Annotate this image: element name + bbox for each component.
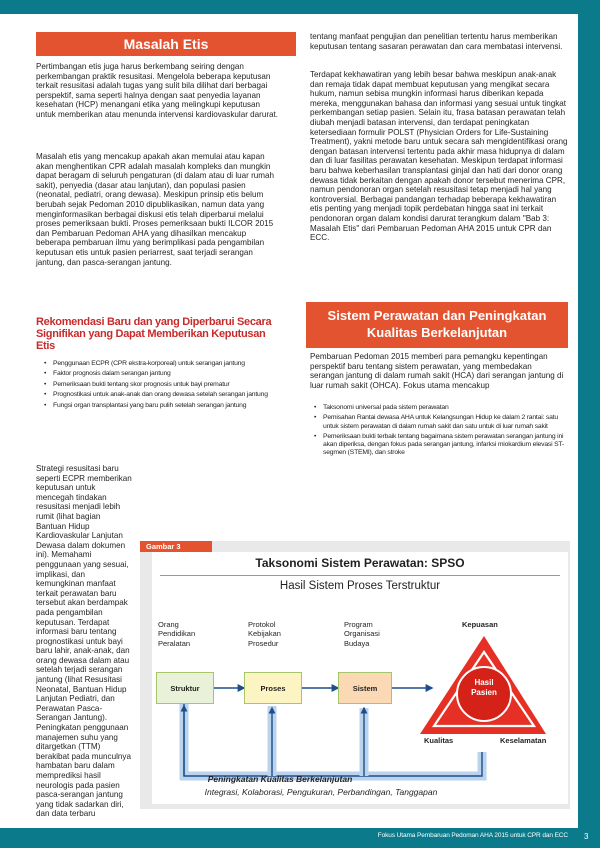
component-label: Program [344, 620, 373, 629]
outcome-satisfaction-label: Kepuasan [462, 620, 498, 629]
outcome-label-line: Pasien [471, 688, 497, 697]
component-label: Peralatan [158, 638, 191, 648]
footer-title: Fokus Utama Pembaruan Pedoman AHA 2015 untuk CPR dan ECC [377, 832, 568, 839]
component-label: Budaya [344, 638, 370, 648]
figure-subtitle: Hasil Sistem Proses Terstruktur [279, 580, 441, 592]
ethics-bullet-list [40, 360, 280, 412]
section-title-systems-of-care: Sistem Perawatan dan Peningkatan Kualitas Berkelanjutan [306, 302, 568, 348]
system-box: Sistem [338, 672, 392, 704]
ethics-main-paragraph: Masalah etis yang mencakup apakah akan memulai atau kapan akan menghentikan CPR adalah masalah kompleks dan mungkin dapat beragam di seluruh pengaturan (di dalam atau di luar rumah sakit), penyedia (dasar atau lanjutan), dan populasi pasien (neonatal, pediatri, orang dewasa). Meskipun prinsip etis belum berubah sejak Pedoman 2010 dipublikasikan, namun data yang menginformasikan berbagai diskusi etis telah diperbarui melalui proses pemeriksaan bukti. Proses pemeriksaan bukti ILCOR 2015 dan Pembaruan Pedoman AHA yang dihasilkan mencakup beberapa pembaruan ilmu yang berimplikasi pada pengambilan keputusan etis untuk pasien periarrest, saat terjadi serangan jantung, dan pasca-serangan jantung. [36, 152, 275, 267]
component-label: Kebijakan [248, 629, 281, 639]
text-wrap-spacer-top [132, 464, 280, 544]
list-item: • Faktor prognosis dalam serangan jantung [40, 370, 280, 378]
component-label: Prosedur [248, 638, 279, 648]
list-item: • Pemisahan Rantai dewasa AHA untuk Kelangsungan Hidup ke dalam 2 rantai: satu untuk sistem perawatan di dalam rumah sakit dan satu untuk di luar rumah sakit [310, 414, 568, 430]
structure-box: Struktur [156, 672, 214, 704]
list-item: • Pemeriksaan bukti terbaik tentang bagaimana sistem perawatan serangan jantung ini akan diperiksa, dengan fokus pada serangan jantung, infarksi miokardium elevasi ST-segmen (STEMI), dan stroke [310, 433, 568, 458]
figure-tag: Gambar 3 [140, 541, 212, 552]
ethics-intro-paragraph: Pertimbangan etis juga harus berkembang seiring dengan perkembangan praktik resusitasi. Mengelola beberapa keputusan terkait resusitasi adalah tugas yang sulit bila dilihat dari berbagai perspektif, sama seperti halnya dengan saat penyedia layanan kesehatan (HCP) menangani etika yang melingkupi keputusan untuk memberikan atau menunda intervensi kardiovaskular darurat. [36, 62, 279, 119]
component-label: Protokol [248, 620, 276, 629]
ethics-recommendations-heading: Rekomendasi Baru dan yang Diperbarui Secara Signifikan yang Dapat Memberikan Keputusan Etis [36, 316, 272, 352]
figure-title: Taksonomi Sistem Perawatan: SPSO [255, 556, 465, 570]
list-item: • Prognostikasi untuk anak-anak dan orang dewasa setelah serangan jantung [40, 391, 280, 399]
list-item: • Taksonomi universal pada sistem perawatan [310, 404, 568, 412]
component-label: Organisasi [344, 629, 380, 639]
page-footer [0, 828, 600, 848]
ethics-strategy-paragraph: Strategi resusitasi baru seperti ECPR memberikan keputusan untuk mencegah tindakan resusitasi menjadi lebih rumit (lihat bagian Bantuan Hidup Kardiovaskular Lanjutan Dewasa dalam dokumen ini). Memahami penggunaan yang sesuai, implikasi, dan kemungkinan manfaat terkait perawatan baru tersebut akan berdampak pada pengambilan keputusan. Terdapat informasi baru tentang prognostikasi untuk bayi baru lahir, anak-anak, dan orang dewasa dalam atau setelah terjadi serangan jantung (lihat Resusitasi Neonatal, Bantuan Hidup Lanjutan Pediatri, dan Perawatan Pasca-Serangan Jantung). Peningkatan penggunaan manajemen suhu yang ditargetkan (TTM) berakibat pada munculnya hambatan baru dalam memprediksi hasil neurologis pada pasien pasca-serangan jantung yang tidak sadarkan diri, dan data terbaru [36, 464, 132, 819]
cqi-elements: Integrasi, Kolaborasi, Pengukuran, Perbandingan, Tanggapan [204, 787, 438, 797]
right-concerns-paragraph: Terdapat kekhawatiran yang lebih besar bahwa meskipun anak-anak dan remaja tidak dapat membuat keputusan yang mengikat secara hukum, namun sebisa mungkin informasi harus diberikan kepada mereka, menggunakan bahasa dan informasi yang sesuai untuk tingkat perkembangan setiap pasien. Selain itu, frasa batasan perawatan telah diubah menjadi batasan intervensi, dan terdapat peningkatan ketersediaan formulir POLST (Physician Orders for Life-Sustaining Treatment), yakni metode baru untuk secara sah mengidentifikasi orang dengan batasan intervensi tertentu pada akhir masa hidupnya di dalam dan di luar fasilitas perawatan kesehatan. Meskipun terdapat informasi baru bahwa keberhasilan transplantasi ginjal dan hati dari donor orang dewasa tidak berkaitan dengan apakah donor tersebut menerima CPR, namun pendonoran organ setelah resusitasi tetap menjadi hal yang kontroversial. Berbagai pandangan terhadap beberapa kekhawatiran etis penting yang menjadi topik perdebatan hingga saat ini terkait pendonoran organ dalam kondisi darurat terangkum dalam "Bab 3: Masalah Etis" dari Pembaruan Pedoman AHA 2015 untuk CPR dan ECC. [310, 70, 568, 243]
list-item: • Pemeriksaan bukti tentang skor prognosis untuk bayi prematur [40, 381, 280, 389]
list-item: • Penggunaan ECPR (CPR ekstra-korporeal) untuk serangan jantung [40, 360, 280, 368]
component-label: Orang [158, 620, 179, 629]
outcome-safety-label: Keselamatan [500, 736, 547, 745]
cqi-title: Peningkatan Kualitas Berkelanjutan [207, 774, 353, 784]
outcome-quality-label: Kualitas [424, 736, 454, 745]
right-accent-bar [578, 0, 600, 848]
systems-bullet-list [310, 404, 568, 460]
process-box: Proses [244, 672, 302, 704]
outcome-label-line: Hasil [474, 678, 494, 687]
list-item: • Fungsi organ transplantasi yang baru pulih setelah serangan jantung [40, 402, 280, 410]
component-label: Pendidikan [158, 629, 196, 639]
page-number: 3 [584, 832, 589, 841]
top-accent-bar [0, 0, 600, 14]
section-title-ethics: Masalah Etis [36, 32, 296, 56]
right-continued-paragraph: tentang manfaat pengujian dan penelitian tertentu harus memberikan keputusan tentang sasaran perawatan dan cara membatasi intervensi. [310, 32, 563, 51]
patient-outcome-label [454, 678, 514, 698]
systems-intro-paragraph: Pembaruan Pedoman 2015 memberi para pemangku kepentingan perspektif baru tentang sistem perawatan, yang membedakan serangan jantung di dalam rumah sakit (HCA) dari serangan jantung di luar rumah sakit (OHCA). Fokus utama mencakup [310, 352, 564, 390]
